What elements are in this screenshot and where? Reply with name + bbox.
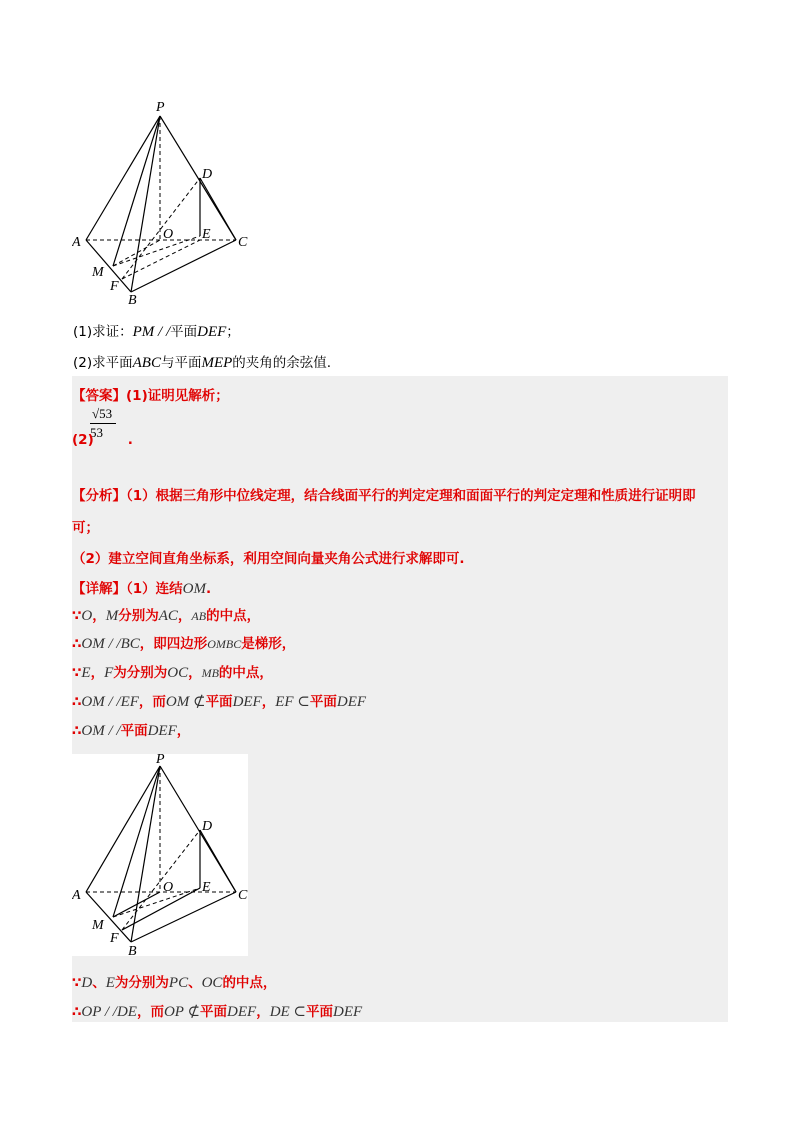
detail-line-7 <box>72 971 276 992</box>
l8-b: ，而 <box>136 1004 164 1020</box>
l2-d: ， <box>177 608 192 624</box>
l4-m3: OC <box>167 665 189 681</box>
answer-line-1 <box>72 384 229 404</box>
q2-end: 的夹角的余弦值. <box>232 355 332 371</box>
l5-b: ，而 <box>138 694 166 710</box>
q2-math-abc: ABC <box>132 355 161 371</box>
l5-m4: EF ⊂ <box>275 694 310 710</box>
analysis-1a: （1）根据三角形中位线定理，结合线面平行的判定定理和面面平行的判定定理和性质进行证明即 <box>126 488 696 504</box>
label2-F: F <box>110 931 119 946</box>
l5-m1: OM / /EF <box>81 694 139 710</box>
detail-line-5 <box>72 690 366 711</box>
label2-A: A <box>72 888 81 903</box>
l2-e: 的中点， <box>206 608 261 624</box>
analysis-2: （2）建立空间直角坐标系，利用空间向量夹角公式进行求解即可. <box>72 551 465 567</box>
l4-m4: MB <box>201 666 219 680</box>
l8-c: 平面 <box>200 1004 228 1020</box>
l2-m4: AB <box>191 609 207 623</box>
l5-e: 平面 <box>309 694 337 710</box>
l5-a: ∴ <box>72 694 82 710</box>
answer-1: (1)证明见解析； <box>126 388 229 404</box>
l7-m1: D <box>81 975 93 991</box>
l3-c: 是梯形， <box>241 636 296 652</box>
l7-m4: OC <box>201 975 223 991</box>
answer-2-end: . <box>127 432 133 448</box>
label2-M: M <box>92 918 104 933</box>
l6-a: ∴ <box>72 723 82 739</box>
l4-m1: E <box>81 665 91 681</box>
detail-line-8 <box>72 1000 362 1021</box>
l2-m1: O <box>81 608 93 624</box>
label2-O: O <box>163 880 174 895</box>
l7-m2: E <box>105 975 115 991</box>
l8-m5: DEF <box>333 1004 363 1020</box>
label-C: C <box>238 235 248 250</box>
pyramid-figure-top <box>72 98 262 306</box>
label2-C: C <box>238 888 248 903</box>
l7-e: 的中点， <box>222 975 277 991</box>
question-1 <box>73 320 240 341</box>
pyramid-diagram-2 <box>72 754 248 956</box>
detail-line-4 <box>72 661 273 682</box>
l5-m3: DEF <box>232 694 262 710</box>
detail-1-text: （1）连结 <box>126 581 183 597</box>
detail-tag: 【详解】 <box>72 581 126 597</box>
l2-b: ， <box>92 608 106 624</box>
l7-c: 为分别为 <box>114 975 169 991</box>
l8-d: ， <box>256 1004 270 1020</box>
l8-a: ∴ <box>72 1004 82 1020</box>
detail-1-math: OM <box>182 581 206 597</box>
detail-line-6 <box>72 719 190 740</box>
analysis-line-1 <box>72 484 696 504</box>
q2-math-mep: MEP <box>201 355 233 371</box>
l2-m3: AC <box>158 608 178 624</box>
label-P: P <box>156 100 165 115</box>
label2-E: E <box>202 880 211 895</box>
fraction-denominator: 53 <box>90 425 103 440</box>
detail-line-3 <box>72 632 295 653</box>
q2-prefix: (2)求平面 <box>73 355 133 371</box>
l8-e: 平面 <box>306 1004 334 1020</box>
l3-m1: OM / /BC <box>81 636 140 652</box>
l4-m2: F <box>104 665 114 681</box>
l3-a: ∴ <box>72 636 82 652</box>
detail-line-1 <box>72 577 211 598</box>
l7-m3: PC <box>168 975 189 991</box>
analysis-line-2 <box>72 516 99 536</box>
l4-e: 的中点， <box>218 665 273 681</box>
answer-tag: 【答案】 <box>72 388 126 404</box>
l7-b: 、 <box>92 975 106 991</box>
l5-d: ， <box>261 694 276 710</box>
l5-m2: OM ⊄ <box>165 694 206 710</box>
l4-a: ∵ <box>72 665 82 681</box>
analysis-tag: 【分析】 <box>72 488 126 504</box>
l8-m3: DEF <box>227 1004 257 1020</box>
l2-m2: M <box>105 608 119 624</box>
l5-m5: DEF <box>336 694 367 710</box>
l4-b: ， <box>90 665 105 681</box>
l8-m4: DE ⊂ <box>269 1004 307 1020</box>
pyramid-diagram <box>72 98 262 306</box>
q2-mid: 与平面 <box>160 355 202 371</box>
detail-line-2 <box>72 604 260 625</box>
analysis-1b: 可； <box>72 520 99 536</box>
l6-m1: OM / / <box>81 723 121 739</box>
pyramid-figure-solution <box>72 754 248 956</box>
q1-math-pm: PM / / <box>132 324 171 340</box>
label-E: E <box>202 227 211 242</box>
label-A: A <box>72 235 81 250</box>
label-F: F <box>110 279 119 294</box>
label2-B: B <box>128 944 137 956</box>
l6-b: 平面 <box>120 723 148 739</box>
label2-D: D <box>202 819 213 834</box>
l6-c: ， <box>176 723 191 739</box>
l8-m1: OP / /DE <box>81 1004 137 1020</box>
l2-c: 分别为 <box>118 608 159 624</box>
l5-c: 平面 <box>205 694 233 710</box>
l3-m2: OMBC <box>207 637 242 651</box>
l7-a: ∵ <box>72 975 82 991</box>
l8-m2: OP ⊄ <box>163 1004 201 1020</box>
detail-1-end: . <box>205 581 212 597</box>
question-2 <box>73 351 331 372</box>
fraction-bar <box>90 423 116 424</box>
l2-a: ∵ <box>72 608 82 624</box>
l3-b: ，即四边形 <box>139 636 208 652</box>
l7-d: 、 <box>188 975 202 991</box>
l6-m2: DEF <box>147 723 177 739</box>
analysis-line-3 <box>72 547 465 567</box>
l4-d: ， <box>188 665 202 681</box>
fraction-numerator: √53 <box>92 406 113 421</box>
label-M: M <box>92 265 104 280</box>
label-D: D <box>202 167 213 182</box>
q1-math-def: DEF <box>197 324 227 340</box>
q1-prefix: (1)求证： <box>73 324 133 340</box>
q1-mid: 平面 <box>170 324 198 340</box>
label-O: O <box>163 227 174 242</box>
label-B: B <box>128 293 137 306</box>
answer-2-prefix: (2) <box>72 432 94 448</box>
answer-line-2 <box>72 432 133 448</box>
l4-c: 为分别为 <box>113 665 168 681</box>
label2-P: P <box>156 754 165 767</box>
q1-end: ； <box>226 324 240 340</box>
